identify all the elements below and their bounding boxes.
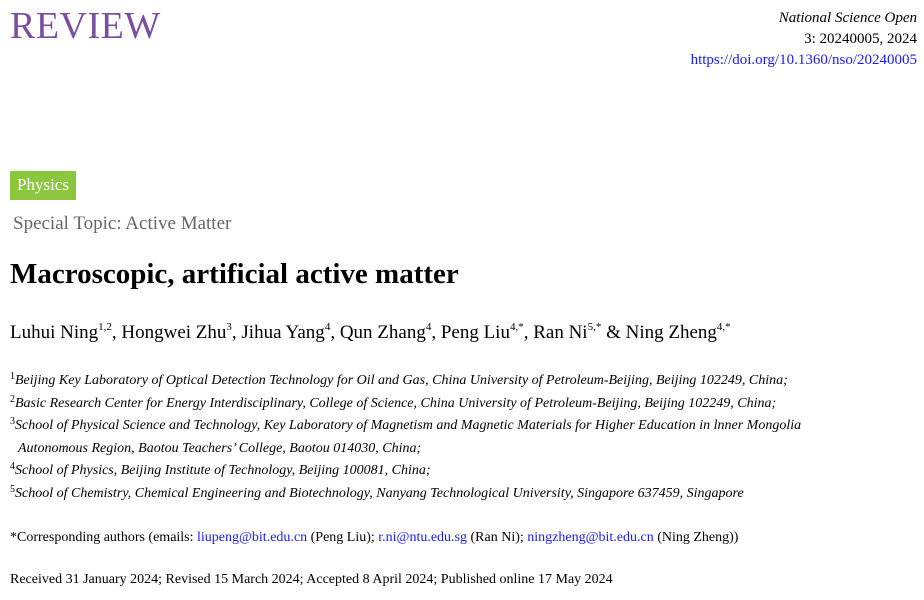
author: Peng Liu$^{4,*}$, [440, 321, 534, 343]
corresponding-authors: *Corresponding authors (emails: liupeng@bit.edu.cn (Peng Liu); r.ni@ntu.edu.sg (Ran Ni); ningzheng@bit.edu.cn (Ning Zheng)) [10, 530, 739, 545]
affiliation: $^1$Beijing Key Laboratory of Optical Detection Technology for Oil and Gas, China University of Petroleum-Beijing, Beijing 102249, China; [10, 371, 788, 388]
publication-dates: Received 31 January 2024; Revised 15 March 2024; Accepted 8 April 2024; Published online 17 May 2024 [10, 572, 613, 587]
article-title: Macroscopic, artificial active matter [10, 258, 459, 290]
journal-info [691, 8, 917, 71]
author-list [10, 319, 731, 347]
author: Ran $Ni^{5,*}$ & [533, 321, 626, 343]
affiliation-continuation: Autonomous Region, Baotou Teachers’ College, Baotou 014030, China; [18, 440, 422, 456]
affiliation: $^2$Basic Research Center for Energy Interdisciplinary, College of Science, China University of Petroleum-Beijing, Beijing 102249, China; [10, 393, 777, 411]
section-label: REVIEW [10, 5, 161, 47]
affiliation: $^3$School of Physical Science and Technology, Key Laboratory of Magnetism and Magnetic Materials for Higher Education in lnner Mongolia [10, 416, 802, 433]
email-link[interactable]: liupeng@bit.edu.cn [197, 530, 308, 545]
affiliation: $^5$School of Chemistry, Chemical Engineering and Biotechnology, Nanyang Technological University, Singapore 637459, Singapore [10, 483, 744, 501]
affiliation-list [10, 370, 920, 505]
subject-tag: Physics [10, 171, 76, 200]
volume-info: 3: 20240005, 2024 [804, 31, 917, 47]
special-topic: Special Topic: Active Matter [13, 213, 232, 234]
author: Luhui Ning$^{1,2}$, [10, 321, 122, 343]
doi-link[interactable]: https://doi.org/10.1360/nso/20240005 [690, 52, 917, 68]
author: Ning Zheng$^{4,*}$ [625, 321, 731, 343]
author: Hongwei Zhu$^3$, [121, 321, 242, 343]
author: Jihua Yang$^4$, [241, 321, 340, 343]
affiliation: $^4$School of Physics, Beijing Institute of Technology, Beijing 100081, China; [10, 461, 431, 478]
author: Qun Zhang$^4$, [339, 321, 441, 343]
email-link[interactable]: r.ni@ntu.edu.sg [378, 530, 468, 545]
journal-name: National Science Open [778, 10, 917, 26]
email-link[interactable]: ningzheng@bit.edu.cn [527, 530, 654, 545]
